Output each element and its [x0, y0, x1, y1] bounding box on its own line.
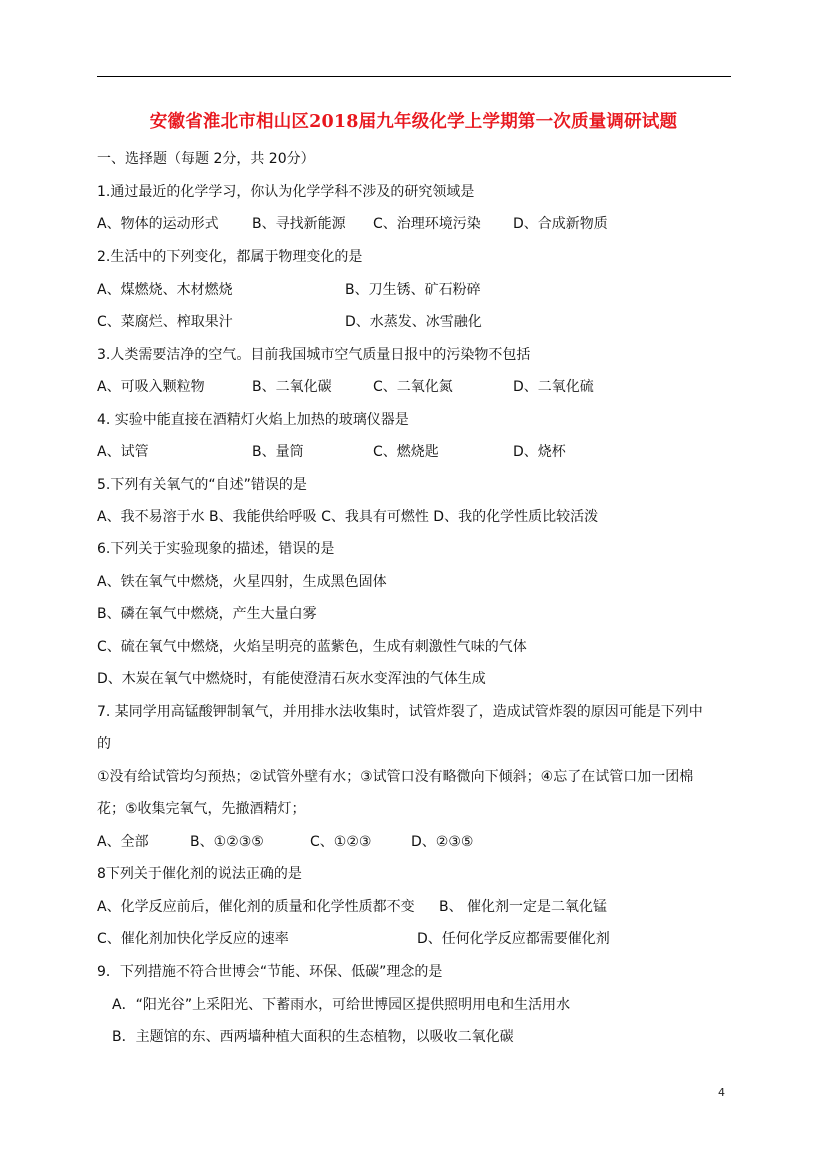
option-a: A、可吸入颗粒物 — [97, 379, 205, 395]
option-b: B、二氧化碳 — [252, 379, 332, 395]
option-b: B、 催化剂一定是二氧化锰 — [439, 899, 608, 915]
option-b: B、刀生锈、矿石粉碎 — [345, 282, 481, 298]
question-3-stem: 3.人类需要洁净的空气。目前我国城市空气质量日报中的污染物不包括 — [97, 347, 531, 363]
question-7-stem-cont: 的 — [97, 736, 111, 752]
question-8-stem: 8下列关于催化剂的说法正确的是 — [97, 866, 302, 882]
question-8-options-row1 — [97, 898, 737, 916]
question-1-options — [97, 215, 737, 233]
option-c: C、①②③ — [310, 834, 372, 850]
question-4-options — [97, 443, 737, 461]
option-d: D、水蒸发、冰雪融化 — [345, 314, 482, 330]
option-b: B、①②③⑤ — [190, 834, 264, 850]
option-a: A、煤燃烧、木材燃烧 — [97, 282, 233, 298]
option-d: D、烧杯 — [513, 444, 566, 460]
page-title: 安徽省淮北市相山区2018届九年级化学上学期第一次质量调研试题 — [149, 112, 678, 132]
option-b: B、寻找新能源 — [252, 216, 346, 232]
question-4-stem: 4. 实验中能直接在酒精灯火焰上加热的玻璃仪器是 — [97, 412, 409, 428]
question-7-reasons-cont: 花；⑤收集完氧气，先撤酒精灯； — [97, 801, 306, 817]
question-1-stem: 1.通过最近的化学学习，你认为化学学科不涉及的研究领域是 — [97, 184, 475, 200]
question-8-options-row2 — [97, 930, 737, 948]
page-number: 4 — [718, 1086, 725, 1099]
question-9-option-b: B．主题馆的东、西两墙种植大面积的生态植物，以吸收二氧化碳 — [112, 1029, 514, 1045]
question-7-stem: 7. 某同学用高锰酸钾制氧气，并用排水法收集时，试管炸裂了，造成试管炸裂的原因可能是下列中 — [97, 704, 703, 720]
question-9-stem: 9．下列措施不符合世博会“节能、环保、低碳”理念的是 — [97, 964, 443, 980]
question-7-options — [97, 833, 737, 851]
option-c: C、二氧化氮 — [373, 379, 453, 395]
option-a: A、全部 — [97, 834, 149, 850]
header-rule — [97, 76, 731, 77]
question-3-options — [97, 378, 737, 396]
option-d: D、合成新物质 — [513, 216, 608, 232]
option-c: C、燃烧匙 — [373, 444, 439, 460]
section-heading: 一、选择题（每题 2分，共 20分） — [97, 151, 315, 167]
question-6-option-b: B、磷在氧气中燃烧，产生大量白雾 — [97, 606, 317, 622]
question-6-option-d: D、木炭在氧气中燃烧时，有能使澄清石灰水变浑浊的气体生成 — [97, 671, 486, 687]
question-5-stem: 5.下列有关氧气的“自述”错误的是 — [97, 477, 307, 493]
question-7-reasons: ①没有给试管均匀预热；②试管外壁有水；③试管口没有略微向下倾斜；④忘了在试管口加一团棉 — [97, 769, 694, 785]
option-b: B、量筒 — [252, 444, 304, 460]
option-c: C、催化剂加快化学反应的速率 — [97, 931, 289, 947]
option-c: C、菜腐烂、榨取果汁 — [97, 314, 233, 330]
option-d: D、②③⑤ — [411, 834, 474, 850]
question-2-stem: 2.生活中的下列变化，都属于物理变化的是 — [97, 249, 363, 265]
question-6-stem: 6.下列关于实验现象的描述，错误的是 — [97, 541, 335, 557]
option-a: A、化学反应前后，催化剂的质量和化学性质都不变 — [97, 899, 415, 915]
question-6-option-a: A、铁在氧气中燃烧，火星四射，生成黑色固体 — [97, 574, 387, 590]
option-d: D、任何化学反应都需要催化剂 — [417, 931, 610, 947]
question-9-option-a: A．“阳光谷”上采阳光、下蓄雨水，可给世博园区提供照明用电和生活用水 — [112, 997, 571, 1013]
question-5-options: A、我不易溶于水 B、我能供给呼吸 C、我具有可燃性 D、我的化学性质比较活泼 — [97, 509, 599, 525]
question-2-options-row2 — [97, 313, 737, 331]
option-d: D、二氧化硫 — [513, 379, 594, 395]
question-2-options-row1 — [97, 281, 737, 299]
option-a: A、试管 — [97, 444, 149, 460]
option-a: A、物体的运动形式 — [97, 216, 219, 232]
option-c: C、治理环境污染 — [373, 216, 481, 232]
question-6-option-c: C、硫在氧气中燃烧，火焰呈明亮的蓝紫色，生成有刺激性气味的气体 — [97, 639, 527, 655]
